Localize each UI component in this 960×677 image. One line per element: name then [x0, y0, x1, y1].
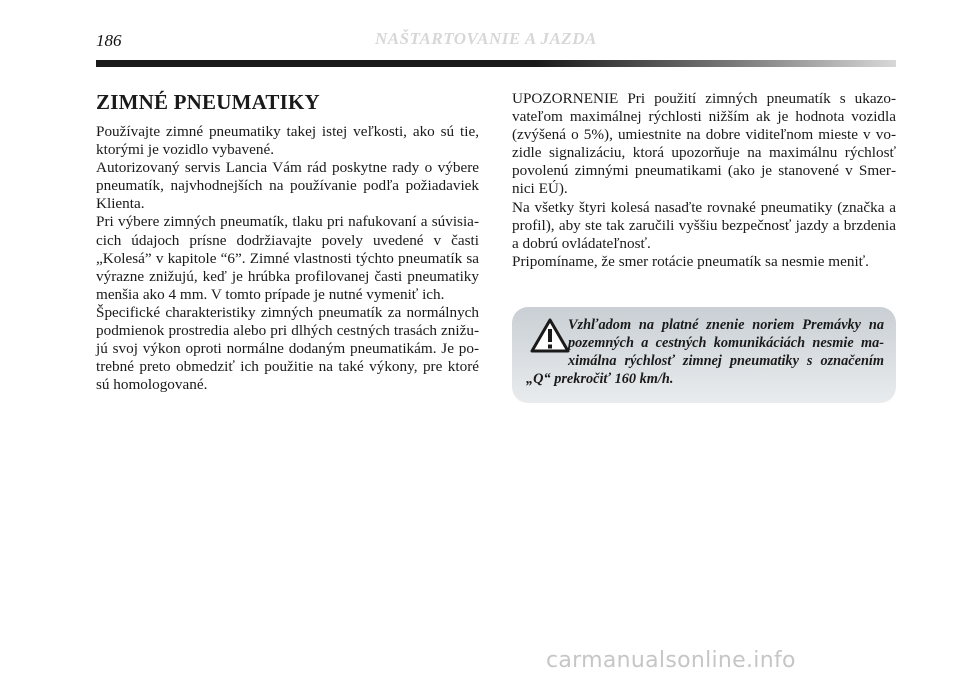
page-number: 186 [96, 31, 122, 50]
warning-box [512, 307, 896, 403]
paragraph-pressure: Pri výbere zimných pneumatík, tlaku pri nafukovaní a súvisiacich údajoch prísne dodržiavajte povely uvedené v časti „Kolesá” v kapitole “6”. Zimné vlastnosti týchto pneumatík sa výrazne znižujú, keď je hrúbka profilovanej časti pneumatiky menšia ako 4 mm. V tomto prípade je nutné vymeniť ich. [96, 213, 479, 303]
running-header: NAŠTARTOVANIE A JAZDA [375, 29, 597, 48]
left-column [96, 90, 479, 394]
section-title: ZIMNÉ PNEUMATIKY [96, 90, 320, 114]
paragraph-service-advice: Autorizovaný servis Lancia Vám rád poskytne rady o výbere pneumatík, najvhodnejších na používanie podľa požiadaviek Klienta. [96, 159, 479, 213]
header-rule [96, 60, 896, 67]
paragraph-characteristics: Špecifické charakteristiky zimných pneumatík za normálnych podmienok prostredia alebo pri dlhých cestných trasách znižujú svoj výkon oproti normálne dodaným pneumatikám. Je potrebné preto obmedziť ich použitie na také výkony, pre ktoré sú homologované. [96, 303, 479, 394]
warning-text-content: Vzhľadom na platné znenie noriem Premávky na pozemných a cestných komunikáciách nesmie maximálna rýchlosť zimnej pneumatiky s označením „Q“ prekročiť 160 km/h. [526, 317, 884, 387]
warning-text [526, 316, 884, 388]
right-column [512, 90, 896, 271]
paragraph-tire-size: Používajte zimné pneumatiky takej istej veľkosti, ako sú tie, ktorými je vozidlo vybavené. [96, 123, 479, 159]
paragraph-warning-notice: UPOZORNENIE Pri použití zimných pneumatík s ukazovateľom maximálnej rýchlosti nižším ak je hodnota vozidla (zvýšená o 5%), umiestnite na dobre viditeľnom mieste v vozidle signalizáciu, ktorá upozorňuje na maximálnu rýchlosť povolenú zimnými pneumatikami (ako je stanovené v Smernici EÚ). [512, 90, 896, 198]
watermark: carmanualsonline.info [546, 648, 796, 673]
paragraph-rotation: Pripomíname, že smer rotácie pneumatík sa nesmie meniť. [512, 252, 869, 270]
paragraph-same-tires: Na všetky štyri kolesá nasaďte rovnaké pneumatiky (značka a profil), aby ste tak zaručili vyššiu bezpečnosť jazdy a brzdenia a dobrú ovládateľnosť. [512, 198, 896, 252]
